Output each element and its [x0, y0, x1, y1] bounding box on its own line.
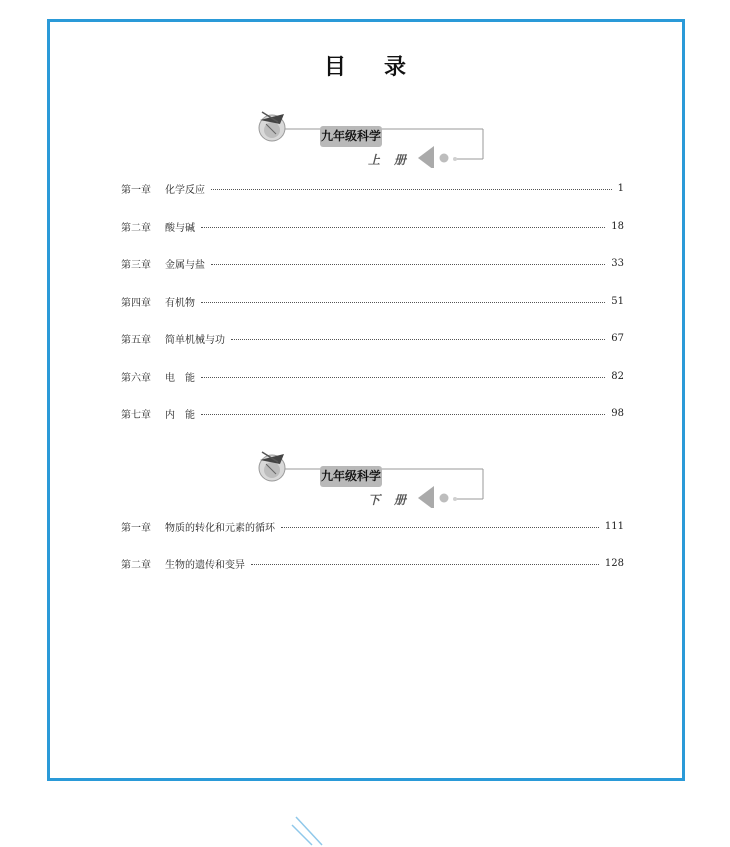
grade-label: 九年级科学 — [320, 126, 382, 147]
toc-row[interactable] — [121, 368, 624, 384]
toc-row[interactable] — [121, 518, 624, 534]
volume-label: 上册 — [368, 153, 421, 167]
toc-row[interactable] — [121, 218, 624, 234]
toc-chapter-number: 第一章 — [121, 184, 151, 196]
toc-chapter-number: 第五章 — [121, 334, 151, 346]
toc-page-number: 98 — [611, 407, 624, 419]
toc-chapter-number: 第二章 — [121, 559, 151, 571]
volume-label: 下册 — [368, 493, 421, 507]
toc-leader-dots — [231, 339, 605, 340]
toc-leader-dots — [211, 189, 612, 190]
toc-chapter-number: 第一章 — [121, 522, 151, 534]
toc-page-number: 1 — [617, 182, 624, 194]
toc-chapter-number: 第二章 — [121, 222, 151, 234]
toc-chapter-title: 内 能 — [165, 409, 195, 421]
satellite-dish-icon — [259, 112, 285, 141]
triangle-left-icon — [418, 146, 457, 168]
toc-chapter-number: 第七章 — [121, 409, 151, 421]
toc-chapter-number: 第六章 — [121, 372, 151, 384]
toc-leader-dots — [251, 564, 599, 565]
grade-label: 九年级科学 — [320, 466, 382, 487]
toc-chapter-title: 电 能 — [165, 372, 195, 384]
toc-chapter-title: 物质的转化和元素的循环 — [165, 522, 275, 534]
toc-chapter-title: 有机物 — [165, 297, 195, 309]
toc-chapter-title: 酸与碱 — [165, 222, 195, 234]
toc-chapter-title: 简单机械与功 — [165, 334, 225, 346]
toc-chapter-title: 生物的遗传和变异 — [165, 559, 245, 571]
section-header-upper — [0, 108, 730, 168]
toc-page-number: 111 — [604, 520, 624, 532]
toc-leader-dots — [201, 227, 605, 228]
satellite-dish-icon — [259, 452, 285, 481]
toc-leader-dots — [281, 527, 599, 528]
toc-row[interactable] — [121, 405, 624, 421]
toc-chapter-title: 金属与盐 — [165, 259, 205, 271]
toc-row[interactable] — [121, 330, 624, 346]
toc-chapter-title: 化学反应 — [165, 184, 205, 196]
page-title: 目录 — [323, 54, 444, 80]
toc-page-number: 128 — [604, 557, 624, 569]
toc-page-number: 82 — [611, 370, 624, 382]
toc-page-number: 51 — [611, 295, 624, 307]
toc-page-number: 18 — [611, 220, 624, 232]
toc-page-number: 33 — [611, 257, 624, 269]
toc-leader-dots — [201, 414, 605, 415]
toc-page-number: 67 — [611, 332, 624, 344]
toc-row[interactable] — [121, 255, 624, 271]
toc-chapter-number: 第三章 — [121, 259, 151, 271]
decorative-slash-mark — [290, 815, 330, 847]
toc-row[interactable] — [121, 180, 624, 196]
toc-chapter-number: 第四章 — [121, 297, 151, 309]
toc-leader-dots — [201, 302, 605, 303]
toc-leader-dots — [211, 264, 605, 265]
toc-row[interactable] — [121, 293, 624, 309]
triangle-left-icon — [418, 486, 457, 508]
toc-row[interactable] — [121, 555, 624, 571]
section-header-lower — [0, 448, 730, 508]
toc-leader-dots — [201, 377, 605, 378]
